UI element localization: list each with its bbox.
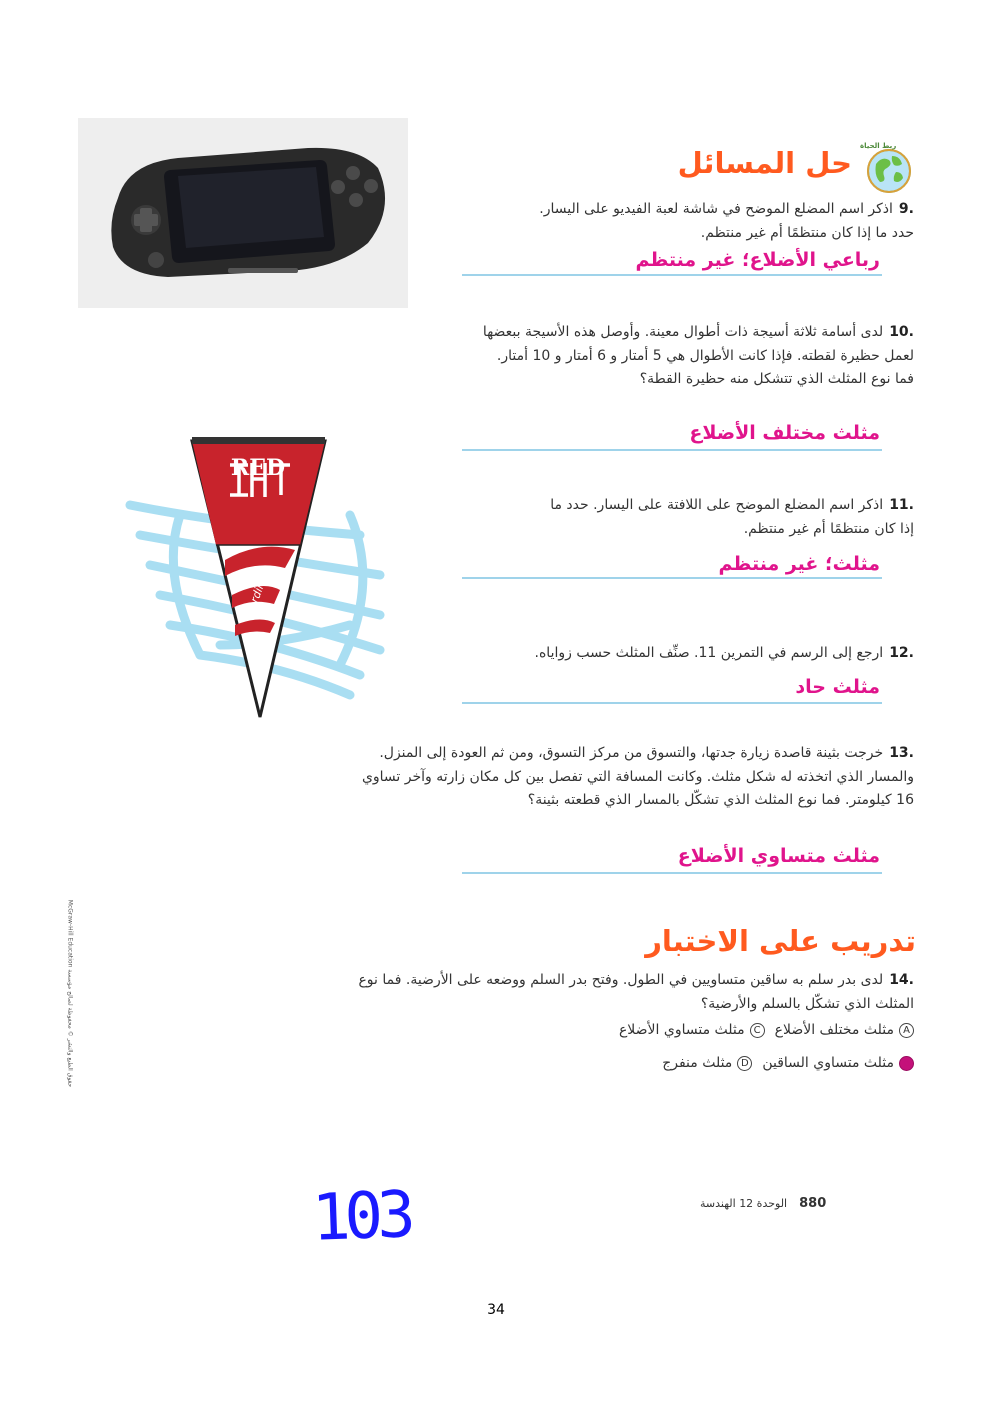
pennant-image [120,435,405,720]
page-number: 34 [487,1302,505,1318]
question-9 [534,198,914,245]
answer-10: مثلث مختلف الأضلاع [689,422,880,444]
option-marker: C [750,1023,765,1038]
option-marker: D [737,1056,752,1071]
question-13 [354,742,914,813]
footer-page-code: 880 [799,1196,827,1211]
question-12 [474,642,914,666]
answer-line-12 [462,702,882,704]
question-number: .13 [889,745,914,761]
question-number: .14 [889,972,914,988]
question-14 [354,969,914,1016]
question-number: .9 [898,201,914,217]
option-b[interactable] [762,1055,914,1071]
section-title-problem-solving: حل المسائل [677,146,852,180]
side-copyright: حقوق الطبع والنشر © محفوظة لصالح مؤسسة McGraw-Hill Education [66,899,74,1088]
footer-unit: الوحدة 12 الهندسة [700,1197,788,1210]
option-marker: A [899,1023,914,1038]
options-row-2 [662,1055,914,1071]
option-d[interactable] [662,1055,752,1071]
answer-line-13 [462,872,882,874]
video-game-console-image [78,118,408,308]
pennant-script: Cardinals [243,565,273,618]
question-number: .12 [889,645,914,661]
option-label: مثلث متساوي الساقين [762,1055,894,1071]
question-number: .11 [889,497,914,513]
question-number: .10 [889,324,914,340]
answer-13: مثلث متساوي الأضلاع [677,845,880,867]
badge-label: ربط الحياة [860,142,897,150]
option-label: مثلث مختلف الأضلاع [774,1022,894,1038]
option-label: مثلث منفرج [662,1055,733,1071]
options-row-1 [619,1022,914,1038]
option-a[interactable] [775,1022,914,1038]
option-marker-selected: B [899,1056,914,1071]
answer-line-10 [462,449,882,451]
option-c[interactable] [619,1022,765,1038]
question-text: لدى بدر سلم به ساقين متساويين في الطول. وفتح بدر السلم ووضعه على الأرضية. فما نوع المثلث الذي تشكّل بالسلم والأرضية؟ [358,972,914,1012]
question-text: ارجع إلى الرسم في التمرين 11. صنِّف المثلث حسب زواياه. [534,645,884,661]
answer-12: مثلث حاد [795,676,880,698]
question-text: اذكر اسم المضلع الموضح على اللافتة على اليسار. حدد ما إذا كان منتظمًا أم غير منتظم. [550,497,914,537]
question-text: خرجت بثينة قاصدة زيارة جدتها، والتسوق من مركز التسوق، ومن ثم العودة إلى المنزل. والمسار الذي اتخذته له شكل مثلث. وكانت المسافة التي تفصل بين كل مكان زارته وآخر تساوي 16 كيلومتر. فما نوع المثلث الذي تشكّل بالمسار الذي قطعته بثينة؟ [361,745,914,808]
answer-9: رباعي الأضلاع؛ غير منتظم [635,249,880,271]
option-label: مثلث متساوي الأضلاع [618,1022,745,1038]
question-11 [534,494,914,541]
question-text: لدى أسامة ثلاثة أسيجة ذات أطوال معينة. وأوصل هذه الأسيجة ببعضها لعمل حظيرة لقطته. فإذا كانت الأطوال هي 5 أمتار و 6 أمتار و 10 أمتار. فما نوع المثلث الذي تتشكل منه حظيرة القطة؟ [482,324,914,387]
section-title-test-practice: تدريب على الاختبار [645,924,916,958]
handwritten-number: 103 [310,1178,411,1256]
globe-icon [858,142,918,194]
answer-line-9 [462,274,882,276]
question-10 [474,321,914,392]
pennant-letters: RED [230,455,286,481]
answer-line-11 [462,577,882,579]
footer [700,1196,920,1211]
question-text: اذكر اسم المضلع الموضح في شاشة لعبة الفيديو على اليسار. حدد ما إذا كان منتظمًا أم غير منتظم. [539,201,914,241]
answer-11: مثلث؛ غير منتظم [718,553,880,575]
